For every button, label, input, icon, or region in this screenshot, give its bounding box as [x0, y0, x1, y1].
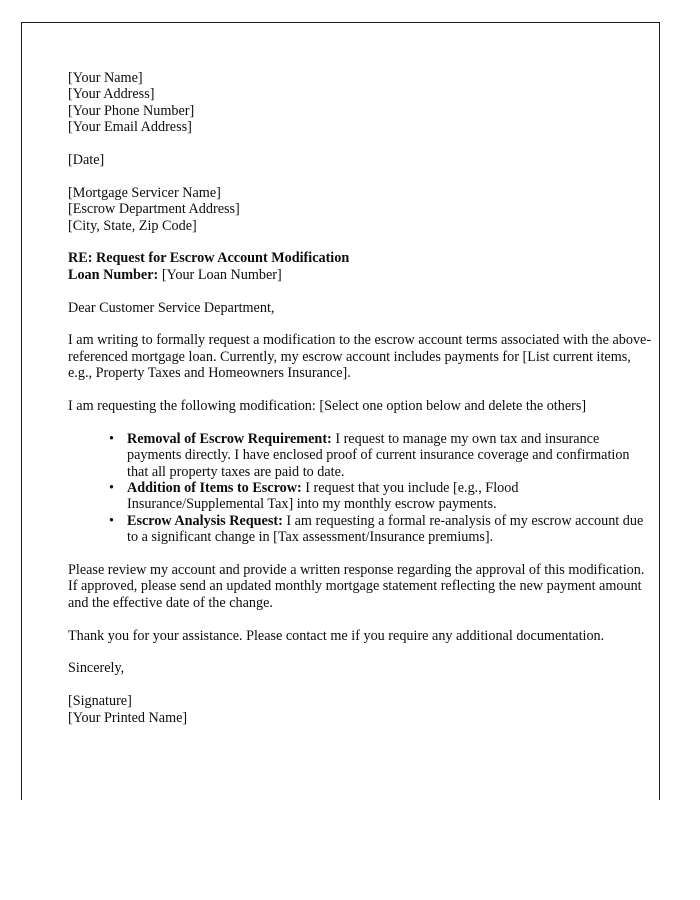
option-text: I request to manage my own tax and insurance payments directly. I have enclosed proof of current insurance coverage and confirmation that all property taxes are paid to date.: [127, 430, 630, 480]
spacer: [68, 382, 654, 398]
letter-body: [68, 70, 654, 726]
salutation: Dear Customer Service Department,: [68, 299, 275, 316]
paragraph-thanks: Thank you for your assistance. Please contact me if you require any additional documentation.: [68, 627, 605, 644]
option-title: Addition of Items to Escrow:: [127, 480, 302, 497]
spacer: [68, 283, 654, 299]
spacer: [68, 546, 654, 562]
loan-number-line: [68, 267, 654, 283]
sender-address-block: [68, 70, 654, 136]
re-line: RE: Request for Escrow Account Modification: [68, 250, 350, 267]
bullet-icon: •: [109, 480, 114, 497]
modification-options-list: [68, 431, 654, 546]
recipient-department-address: [Escrow Department Address]: [68, 201, 240, 218]
spacer: [68, 316, 654, 332]
sender-address: [Your Address]: [68, 86, 155, 103]
spacer: [68, 136, 654, 152]
spacer: [68, 611, 654, 627]
option-text: I request that you include [e.g., Flood Insurance/Supplemental Tax] into my monthly escrow payments.: [127, 480, 519, 513]
printed-name-placeholder: [Your Printed Name]: [68, 709, 188, 726]
option-text: I am requesting a formal re-analysis of my escrow account due to a significant change in [Tax assessment/Insurance premiums].: [127, 512, 644, 546]
loan-number-value: [Your Loan Number]: [158, 266, 282, 283]
loan-number-label: Loan Number:: [68, 266, 159, 283]
list-item: [109, 513, 654, 546]
closing-salutation: Sincerely,: [68, 660, 125, 677]
recipient-city-state-zip: [City, State, Zip Code]: [68, 217, 197, 234]
signature-block: [68, 693, 654, 726]
sender-email: [Your Email Address]: [68, 119, 192, 136]
spacer: [68, 677, 654, 693]
sender-phone: [Your Phone Number]: [68, 102, 195, 119]
spacer: [68, 644, 654, 660]
option-title: Escrow Analysis Request:: [127, 512, 283, 529]
list-item: [109, 431, 654, 480]
sender-name: [Your Name]: [68, 70, 143, 86]
spacer: [68, 168, 654, 184]
option-title: Removal of Escrow Requirement:: [127, 430, 332, 447]
list-item: [109, 480, 654, 513]
recipient-servicer-name: [Mortgage Servicer Name]: [68, 184, 221, 201]
spacer: [68, 414, 654, 430]
spacer: [68, 234, 654, 250]
signature-placeholder: [Signature]: [68, 693, 132, 710]
paragraph-intro: I am writing to formally request a modification to the escrow account terms associated with the above-referenced mortgage loan. Currently, my escrow account includes payments for [List current items, e.g., Property Taxes and Homeowners Insurance].: [68, 332, 652, 382]
date-line: [Date]: [68, 152, 105, 169]
paragraph-request: I am requesting the following modification: [Select one option below and delete the others]: [68, 398, 587, 415]
paragraph-review: Please review my account and provide a written response regarding the approval of this modification. If approved, please send an updated monthly mortgage statement reflecting the new payment amount and the effective date of the change.: [68, 562, 645, 611]
bullet-icon: •: [109, 512, 114, 529]
bullet-icon: •: [109, 430, 114, 447]
document-page-frame: [21, 22, 660, 800]
recipient-address-block: [68, 185, 654, 234]
subject-block: [68, 250, 654, 283]
